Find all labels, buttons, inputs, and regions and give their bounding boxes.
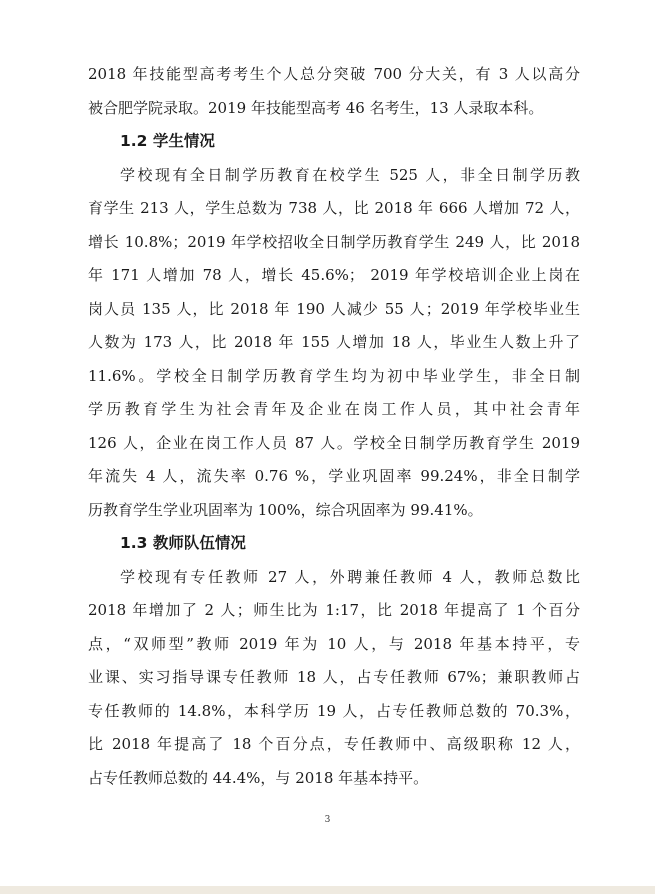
text-line: 126 人，企业在岗工作人员 87 人。学校全日制学历教育学生 2019 xyxy=(88,433,580,452)
text-line: 历教育学生学业巩固率为 100%，综合巩固率为 99.41%。 xyxy=(88,500,483,519)
text-line: 比 2018 年提高了 18 个百分点，专任教师中、高级职称 12 人， xyxy=(88,735,580,753)
text-line: 占专任教师总数的 44.4%，与 2018 年基本持平。 xyxy=(88,768,429,787)
text-line: 点，“双师型”教师 2019 年为 10 人，与 2018 年基本持平，专 xyxy=(88,634,580,653)
text-line: 学历教育学生为社会青年及企业在岗工作人员，其中社会青年 xyxy=(88,400,580,418)
text-line: 年 171 人增加 78 人，增长 45.6%； 2019 年学校培训企业上岗在 xyxy=(88,266,580,284)
section-students xyxy=(88,125,580,527)
text-line: 学校现有专任教师 27 人，外聘兼任教师 4 人，教师总数比 xyxy=(120,567,580,586)
text-line: 育学生 213 人，学生总数为 738 人，比 2018 年 666 人增加 72 人， xyxy=(88,199,580,217)
teachers-paragraph xyxy=(88,561,580,796)
section-heading: 1.3 教师队伍情况 xyxy=(120,534,246,552)
text-line: 人数为 173 人，比 2018 年 155 人增加 18 人，毕业生人数上升了 xyxy=(88,333,580,351)
text-line: 增长 10.8%；2019 年学校招收全日制学历教育学生 249 人，比 2018 xyxy=(88,232,580,251)
text-line: 被合肥学院录取。2019 年技能型高考 46 名考生，13 人录取本科。 xyxy=(88,98,544,117)
text-line: 业课、实习指导课专任教师 18 人，占专任教师 67%；兼职教师占 xyxy=(88,668,580,686)
students-paragraph xyxy=(88,159,580,528)
text-line: 年流失 4 人，流失率 0.76 %，学业巩固率 99.24%，非全日制学 xyxy=(88,467,580,485)
text-line: 2018 年技能型高考考生个人总分突破 700 分大关，有 3 人以高分 xyxy=(88,65,580,83)
text-line: 11.6%。学校全日制学历教育学生均为初中毕业学生，非全日制 xyxy=(88,366,580,385)
page-number: 3 xyxy=(324,815,331,825)
text-line: 2018 年增加了 2 人；师生比为 1:17，比 2018 年提高了 1 个百分 xyxy=(88,601,580,619)
page-bottom-edge xyxy=(0,886,655,894)
intro-paragraph xyxy=(88,58,580,125)
text-line: 岗人员 135 人，比 2018 年 190 人减少 55 人；2019 年学校毕业生 xyxy=(88,299,580,318)
document-page xyxy=(88,58,580,795)
text-line: 专任教师的 14.8%，本科学历 19 人，占专任教师总数的 70.3%， xyxy=(88,701,580,720)
text-line: 学校现有全日制学历教育在校学生 525 人，非全日制学历教 xyxy=(120,165,580,184)
section-heading: 1.2 学生情况 xyxy=(120,132,215,150)
section-teachers xyxy=(88,527,580,795)
